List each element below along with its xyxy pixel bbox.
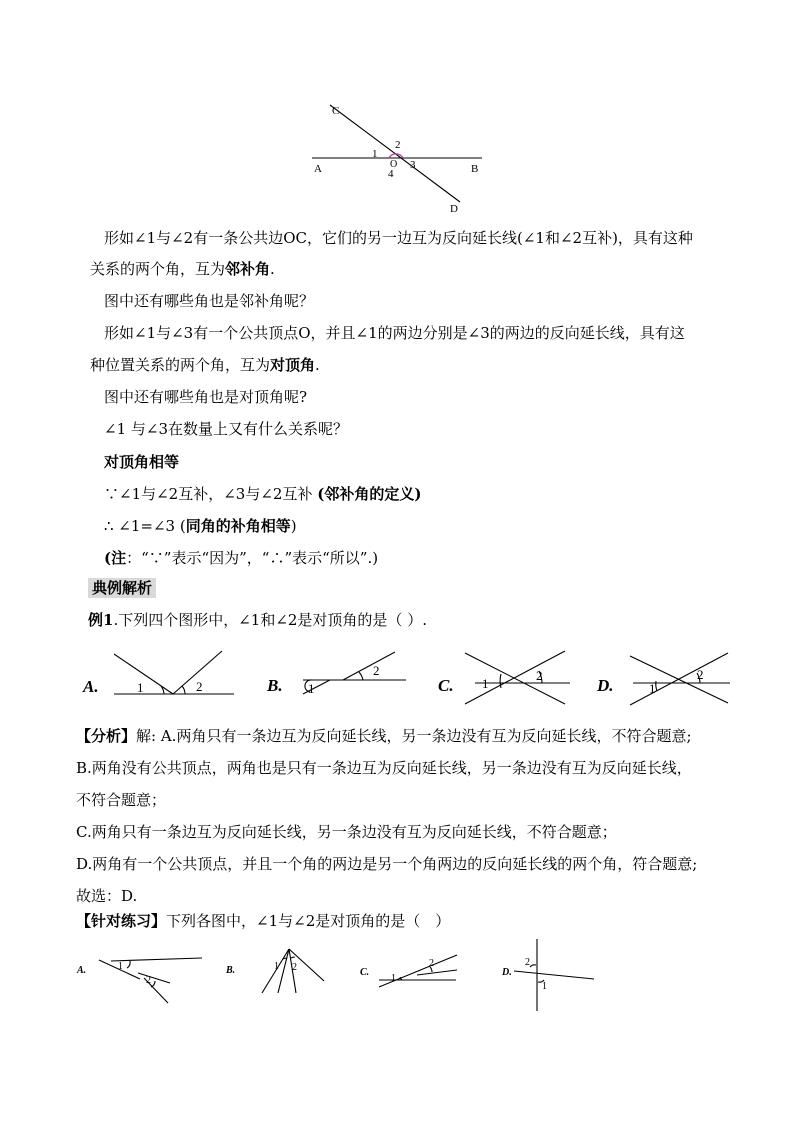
analysis-line-4: C.两角只有一条边互为反向延长线，另一条边没有互为反向延长线，不符合题意；	[76, 823, 617, 841]
example-1-figures	[80, 645, 730, 705]
svg-text:D.: D.	[597, 676, 614, 695]
text-theorem: 对顶角相等	[104, 453, 180, 471]
svg-text:A.: A.	[83, 677, 99, 696]
svg-text:B.: B.	[267, 676, 283, 695]
label-4: 4	[388, 168, 394, 180]
term-vertical-angles: 对顶角	[270, 356, 316, 374]
svg-text:1: 1	[649, 681, 656, 696]
text-vertical-definition-line2: 种位置关系的两个角，互为对顶角.	[90, 356, 320, 374]
svg-text:1: 1	[391, 973, 396, 984]
text-question-vertical: 图中还有哪些角也是对顶角呢?	[104, 388, 308, 406]
practice-figure-d	[501, 939, 594, 1011]
svg-text:2: 2	[525, 957, 530, 968]
svg-text:D.: D.	[502, 967, 512, 978]
practice-figure-b	[225, 949, 324, 993]
practice-figures	[74, 935, 614, 1015]
analysis-line-5: D.两角有一个公共顶点，并且一个角的两边是另一个角两边的反向延长线的两个角，符合题意;	[76, 855, 698, 873]
svg-text:C.: C.	[438, 676, 454, 695]
svg-text:2: 2	[373, 663, 380, 678]
svg-text:1: 1	[137, 680, 144, 695]
analysis-line-3: 不符合题意；	[76, 791, 167, 809]
label-b: B	[471, 163, 479, 175]
text-therefore: ∴ ∠1=∠3 (同角的补角相等)	[104, 517, 297, 535]
label-a: A	[314, 163, 322, 175]
label-d: D	[450, 203, 458, 215]
svg-text:A.: A.	[77, 965, 87, 976]
ex1-figure-a	[82, 651, 234, 696]
text-adjacent-definition-line1: 形如∠1与∠2有一条公共边OC，它们的另一边互为反向延长线(∠1和∠2互补)，具有这种	[104, 229, 693, 247]
practice-figure-a	[76, 958, 202, 1003]
svg-text:1: 1	[308, 681, 315, 696]
label-1: 1	[372, 148, 378, 160]
text-question-quantity: ∠1 与∠3在数量上又有什么关系呢？	[104, 420, 348, 438]
label-3: 3	[410, 159, 416, 171]
svg-text:2: 2	[536, 668, 543, 683]
text-note: (注：“∵”表示“因为”，“∴”表示“所以”.)	[104, 549, 379, 567]
text-adjacent-definition-line2: 关系的两个角，互为邻补角.	[90, 260, 275, 278]
analysis-line-1: 【分析】解: A.两角只有一条边互为反向延长线，另一条边没有互为反向延长线，不符合题意;	[76, 727, 692, 745]
ex1-figure-b	[266, 652, 406, 696]
svg-text:B.: B.	[226, 965, 236, 976]
svg-text:2: 2	[292, 962, 297, 973]
label-o: O	[390, 159, 398, 170]
label-c: C	[332, 105, 340, 117]
svg-text:2: 2	[697, 667, 704, 682]
ex1-figure-c	[438, 651, 570, 704]
svg-text:1: 1	[118, 961, 123, 972]
text-vertical-definition-line1: 形如∠1与∠3有一个公共顶点O，并且∠1的两边分别是∠3的两边的反向延长线，具有这	[104, 324, 685, 342]
term-adjacent-supplementary: 邻补角	[225, 260, 271, 278]
intersecting-lines-figure	[300, 96, 500, 218]
svg-text:2: 2	[146, 975, 151, 986]
practice-figure-c	[360, 955, 457, 987]
svg-text:C.: C.	[360, 967, 370, 978]
svg-text:2: 2	[429, 958, 434, 969]
label-2: 2	[395, 139, 401, 151]
svg-text:1: 1	[482, 676, 489, 691]
svg-text:1: 1	[542, 981, 547, 992]
example-1-question: 例1.下列四个图形中，∠1和∠2是对顶角的是（ ）.	[88, 611, 427, 629]
svg-text:1: 1	[274, 961, 279, 972]
section-heading: 典例解析	[88, 578, 156, 598]
practice-question: 【针对练习】下列各图中，∠1与∠2是对顶角的是（ ）	[76, 912, 451, 930]
ex1-figure-d	[596, 653, 730, 705]
text-because: ∵∠1与∠2互补，∠3与∠2互补 (邻补角的定义)	[104, 485, 422, 503]
svg-text:2: 2	[196, 679, 203, 694]
analysis-answer: 故选：D.	[76, 887, 138, 905]
analysis-line-2: B.两角没有公共顶点，两角也是只有一条边互为反向延长线，另一条边没有互为反向延长线，	[76, 759, 692, 777]
text-question-adjacent: 图中还有哪些角也是邻补角呢？	[104, 292, 315, 310]
